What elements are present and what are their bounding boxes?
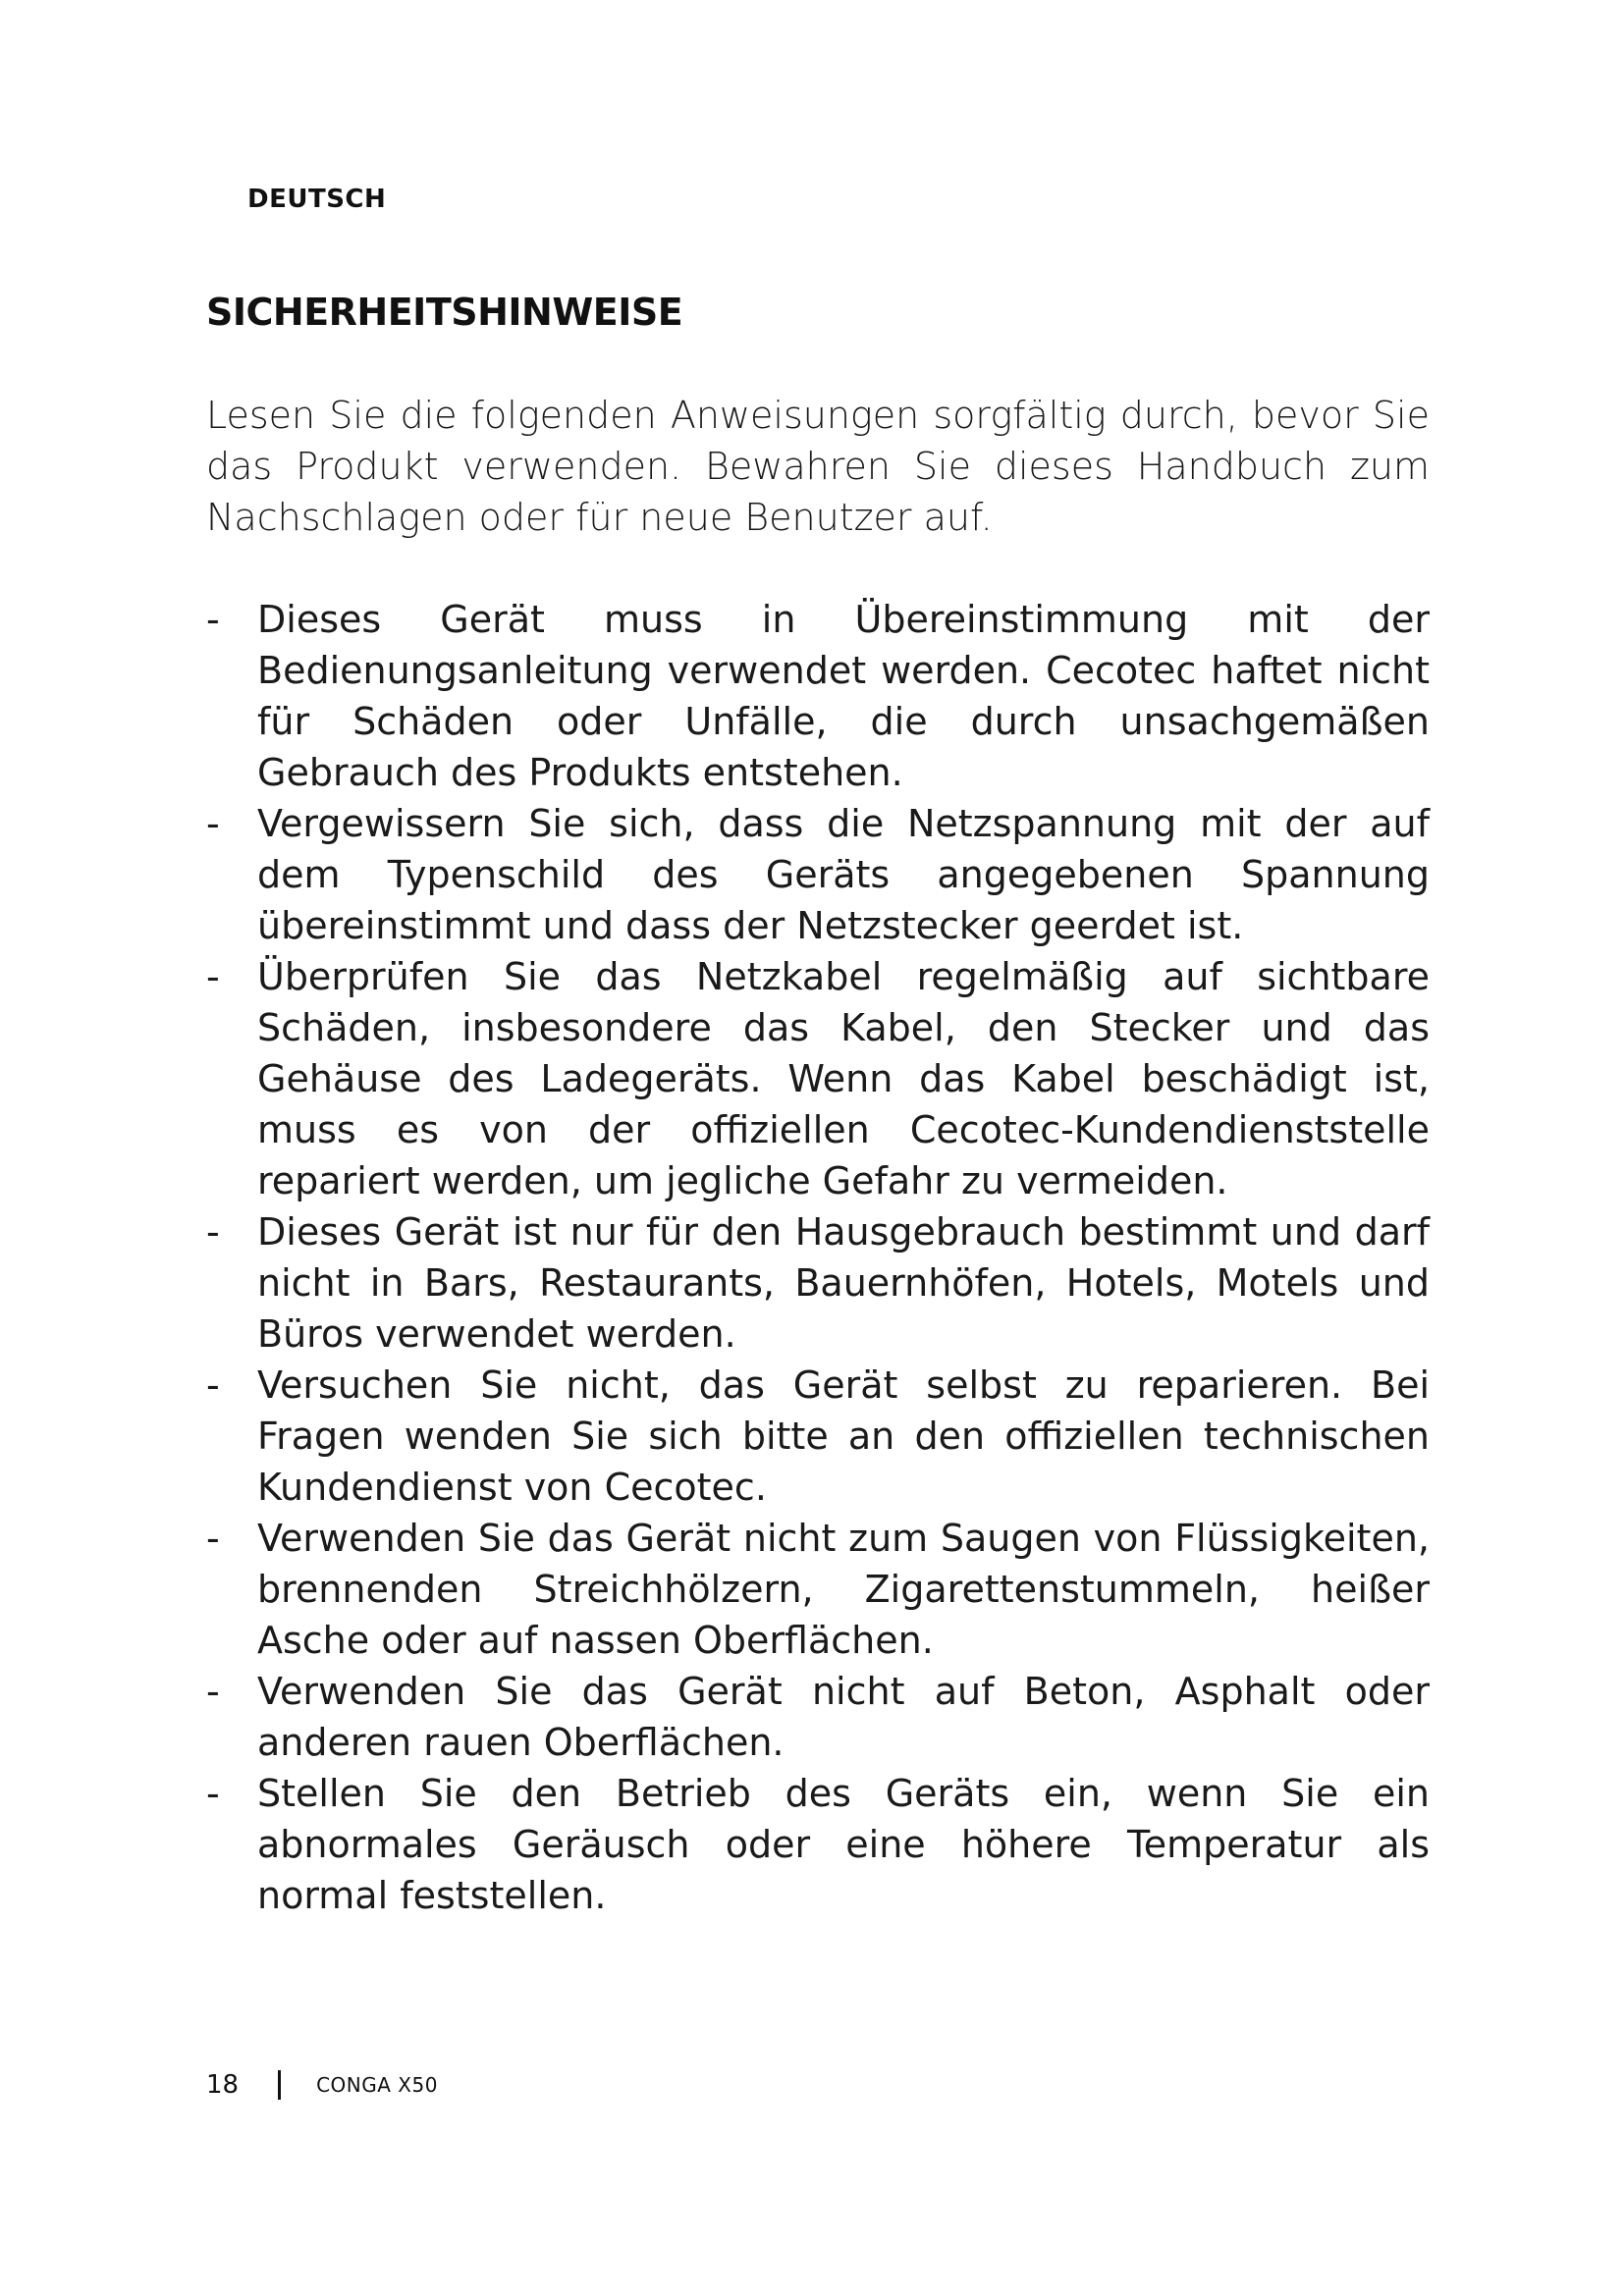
bullet-marker: - (206, 1670, 220, 1713)
bullet-marker: - (206, 1210, 220, 1254)
list-item-text: Vergewissern Sie sich, dass die Netzspannung mit der auf dem Typenschild des Geräts angegebenen Spannung übereinstimmt und dass der Netzstecker geerdet ist. (257, 802, 1430, 947)
bullet-marker: - (206, 1363, 220, 1407)
list-item (206, 1360, 1430, 1513)
list-item-text: Dieses Gerät ist nur für den Hausgebrauch bestimmt und darf nicht in Bars, Restaurants, Bauernhöfen, Hotels, Motels und Büros verwendet werden. (257, 1210, 1430, 1356)
page-number: 18 (206, 2070, 240, 2100)
bullet-marker: - (206, 1772, 220, 1815)
bullet-marker: - (206, 955, 220, 998)
list-item-text: Verwenden Sie das Gerät nicht auf Beton, Asphalt oder anderen rauen Oberflächen. (257, 1670, 1430, 1764)
section-title: SICHERHEITSHINWEISE (206, 291, 683, 334)
list-item (206, 1666, 1430, 1768)
list-item (206, 951, 1430, 1206)
list-item (206, 1513, 1430, 1666)
list-item-text: Verwenden Sie das Gerät nicht zum Saugen von Flüssigkeiten, brennenden Streichhölzern, Zigarettenstummeln, heißer Asche oder auf nassen Oberflächen. (257, 1517, 1430, 1662)
list-item (206, 1206, 1430, 1360)
list-item (206, 594, 1430, 798)
list-item-text: Dieses Gerät muss in Übereinstimmung mit der Bedienungsanleitung verwendet werden. Cecotec haftet nicht für Schäden oder Unfälle, die durch unsachgemäßen Gebrauch des Produkts entstehen. (257, 598, 1430, 794)
bullet-marker: - (206, 802, 220, 845)
product-name: CONGA X50 (316, 2073, 438, 2097)
safety-instructions-list (206, 594, 1430, 1921)
list-item (206, 1768, 1430, 1921)
bullet-marker: - (206, 598, 220, 641)
footer-divider (278, 2070, 281, 2100)
language-label: DEUTSCH (247, 185, 387, 214)
list-item (206, 798, 1430, 951)
page-footer (206, 2065, 438, 2105)
list-item-text: Stellen Sie den Betrieb des Geräts ein, wenn Sie ein abnormales Geräusch oder eine höhere Temperatur als normal feststellen. (257, 1772, 1430, 1917)
intro-paragraph: Lesen Sie die folgenden Anweisungen sorgfältig durch, bevor Sie das Produkt verwenden. Bewahren Sie dieses Handbuch zum Nachschlagen oder für neue Benutzer auf. (206, 394, 1430, 539)
list-item-text: Versuchen Sie nicht, das Gerät selbst zu reparieren. Bei Fragen wenden Sie sich bitte an den offiziellen technischen Kundendienst von Cecotec. (257, 1363, 1430, 1509)
list-item-text: Überprüfen Sie das Netzkabel regelmäßig auf sichtbare Schäden, insbesondere das Kabel, den Stecker und das Gehäuse des Ladegeräts. Wenn das Kabel beschädigt ist, muss es von der offiziellen Cecotec-Kundendienststelle repariert werden, um jegliche Gefahr zu vermeiden. (257, 955, 1430, 1202)
bullet-marker: - (206, 1517, 220, 1560)
